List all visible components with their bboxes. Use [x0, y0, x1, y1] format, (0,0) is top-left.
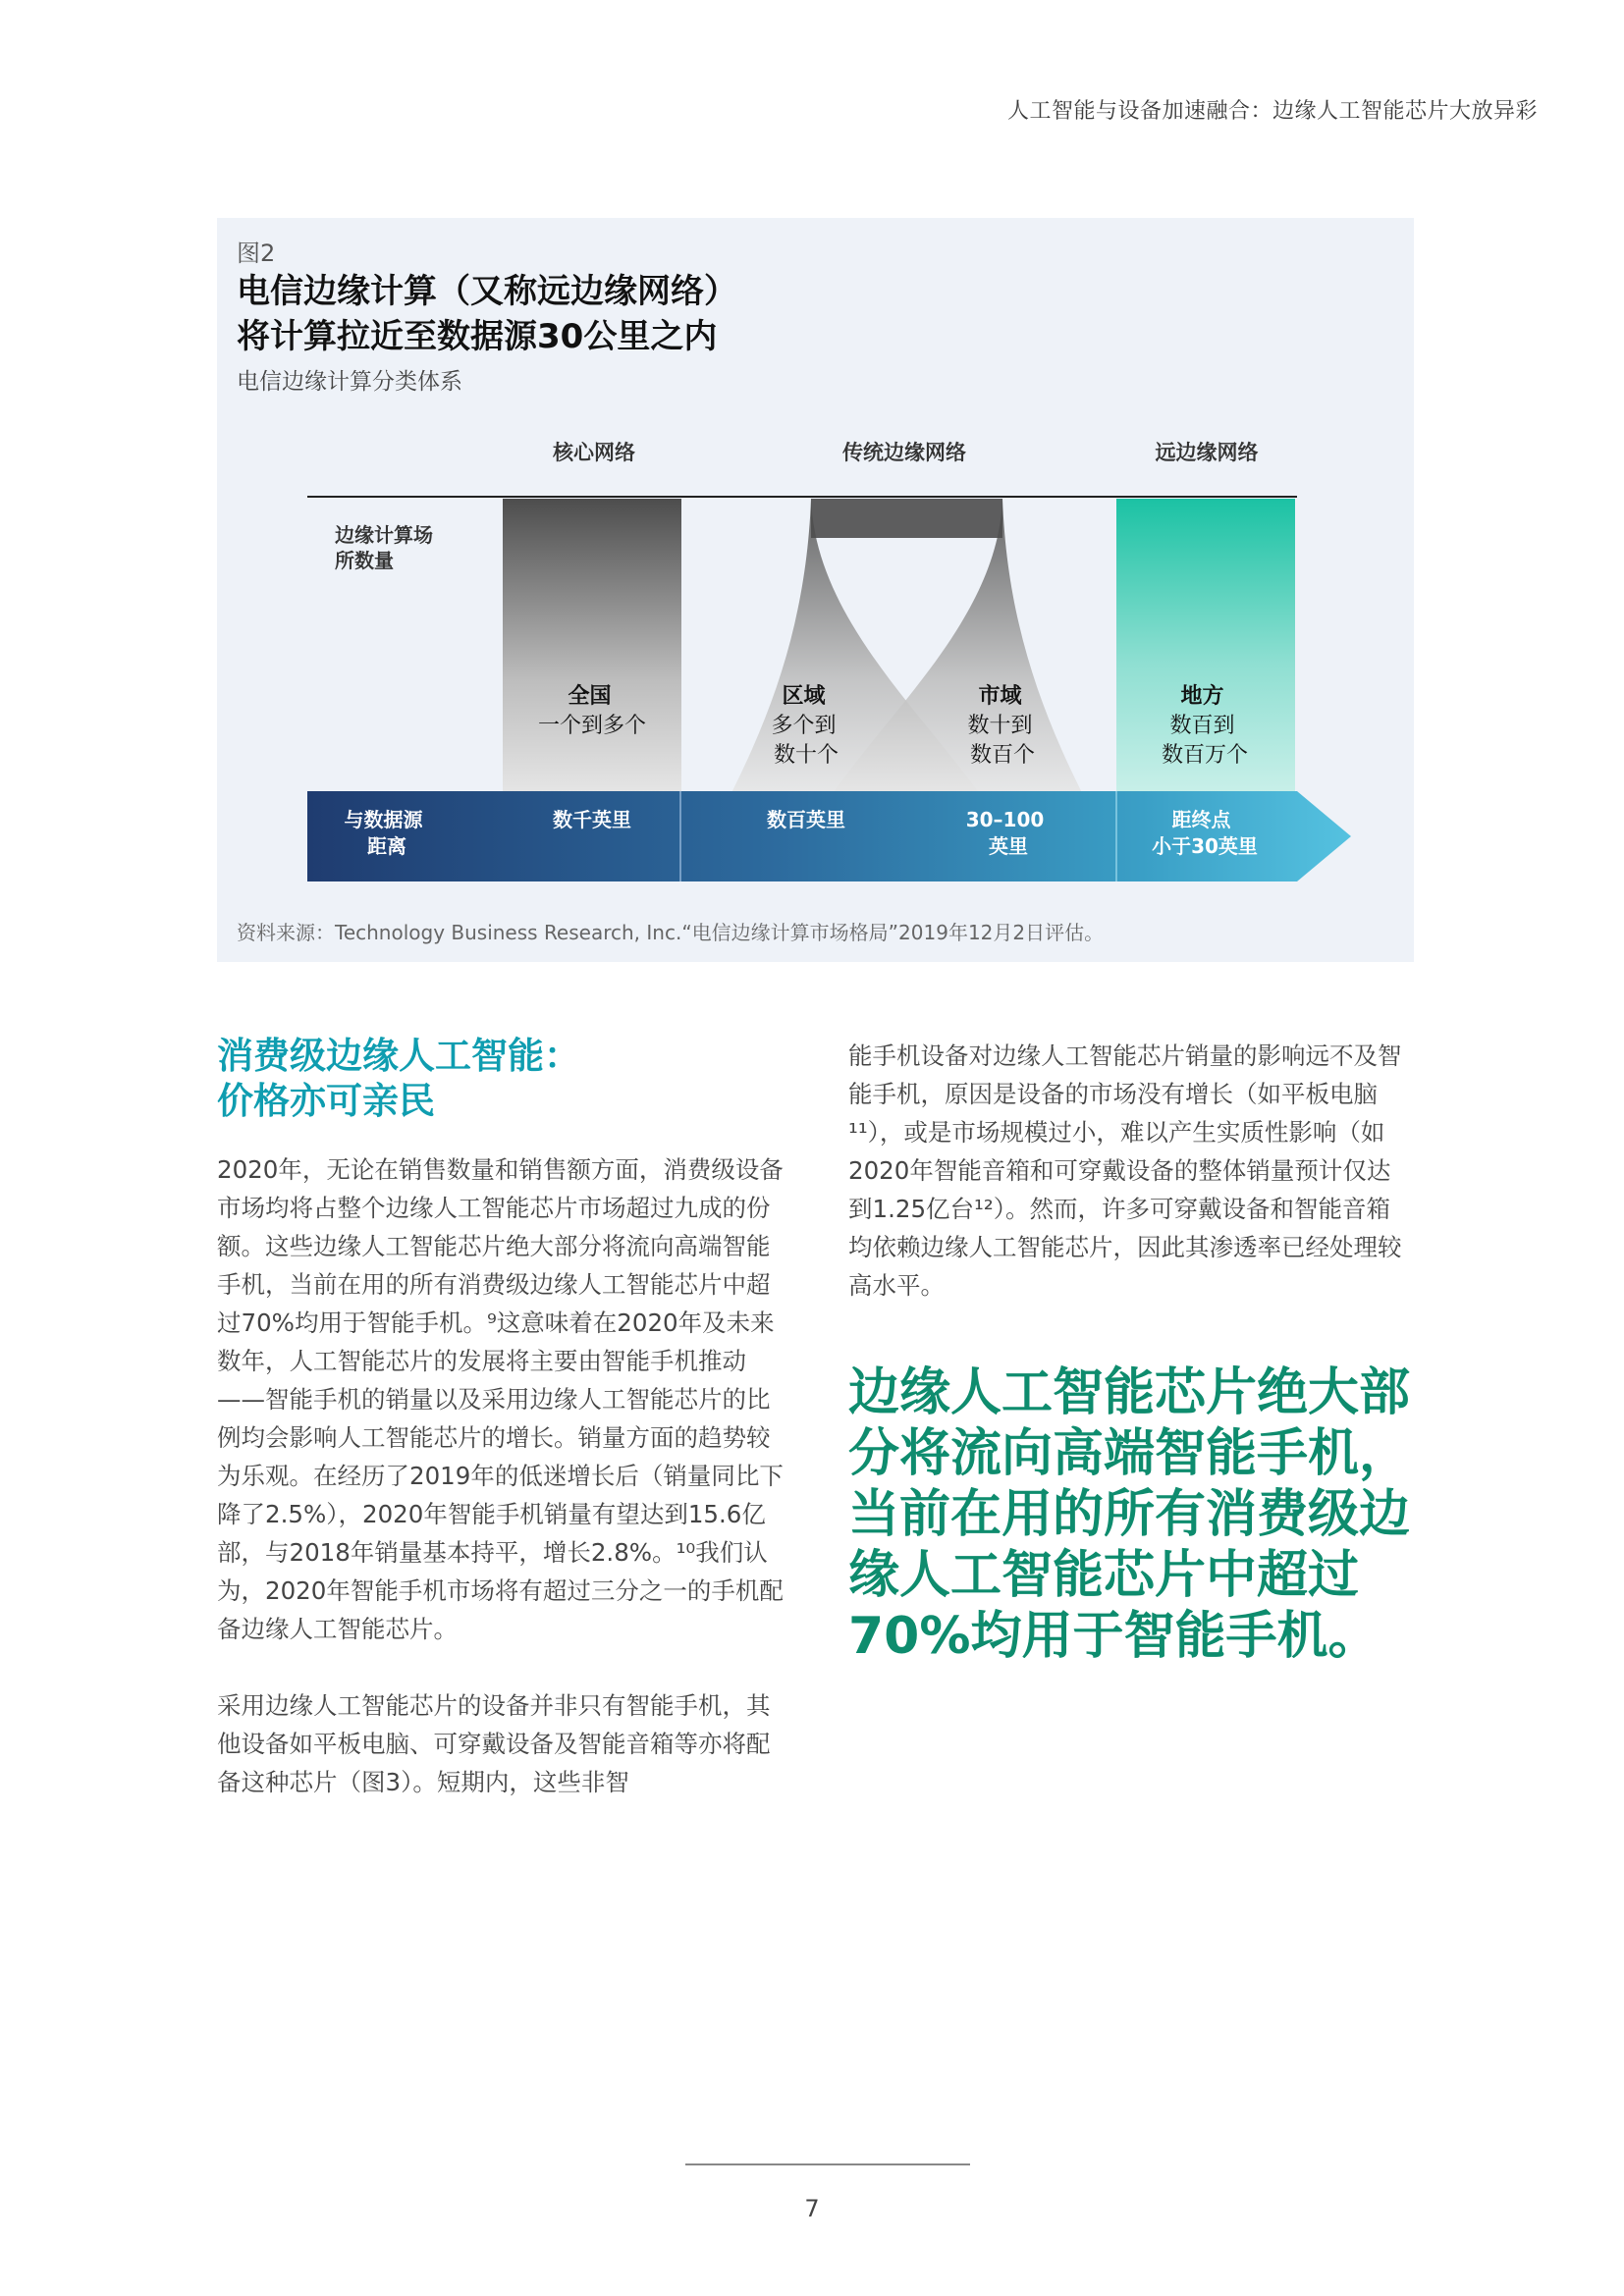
column-header-core: 核心网络 — [553, 441, 635, 464]
category-metro-count-2: 数百个 — [969, 743, 1036, 768]
distance-regional: 数百英里 — [767, 808, 845, 831]
column-header-traditional-edge: 传统边缘网络 — [842, 441, 966, 464]
far-edge-column — [1116, 499, 1295, 828]
category-local-name: 地方 — [1180, 684, 1224, 709]
row-label-distance-line-1: 与数据源 — [344, 808, 423, 831]
category-regional-name: 区域 — [782, 684, 826, 709]
left-paragraph-2: 采用边缘人工智能芯片的设备并非只有智能手机，其他设备如平板电脑、可穿戴设备及智能音箱等亦将配备这种芯片（图3）。短期内，这些非智 — [217, 1691, 771, 1796]
section-heading — [217, 1034, 580, 1124]
category-local-count-1: 数百到 — [1169, 714, 1235, 738]
pull-quote: 边缘人工智能芯片绝大部分将流向高端智能手机，当前在用的所有消费级边缘人工智能芯片中超过70%均用于智能手机。 — [848, 1363, 1411, 1666]
right-column — [848, 1037, 1413, 1305]
category-metro-name: 市域 — [978, 684, 1022, 709]
taxonomy-diagram — [217, 218, 1414, 905]
left-column — [217, 1150, 791, 1801]
row-label-sites-line-1: 边缘计算场 — [335, 523, 433, 547]
row-label-sites — [335, 523, 440, 572]
figure-2 — [217, 218, 1414, 962]
left-paragraph-1: 2020年，无论在销售数量和销售额方面，消费级设备市场均将占整个边缘人工智能芯片市场超过九成的份额。这些边缘人工智能芯片绝大部分将流向高端智能手机，当前在用的所有消费级边缘人工智能芯片中超过70%均用于智能手机。⁹这意味着在2020年及未来数年，人工智能芯片的发展将主要由智能手机推动——智能手机的销量以及采用边缘人工智能芯片的比例均会影响人工智能芯片的增长。销量方面的趋势较为乐观。在经历了2019年的低迷增长后（销量同比下降了2.5%），2020年智能手机销量有望达到15.6亿部，与2018年销量基本持平，增长2.8%。¹⁰我们认为，2020年智能手机市场将有超过三分之一的手机配备边缘人工智能芯片。 — [217, 1155, 784, 1643]
core-network-column — [503, 499, 681, 828]
footer-rule — [685, 2163, 970, 2165]
category-national-count: 一个到多个 — [537, 714, 647, 738]
running-header: 人工智能与设备加速融合：边缘人工智能芯片大放异彩 — [1006, 99, 1538, 124]
traditional-edge-top-band — [811, 499, 1002, 538]
right-paragraph: 能手机设备对边缘人工智能芯片销量的影响远不及智能手机，原因是设备的市场没有增长（如平板电脑¹¹），或是市场规模过小，难以产生实质性影响（如2020年智能音箱和可穿戴设备的整体销量预计仅达到1.25亿台¹²）。然而，许多可穿戴设备和智能音箱均依赖边缘人工智能芯片，因此其渗透率已经处理较高水平。 — [848, 1041, 1402, 1300]
category-metro-count-1: 数十到 — [967, 714, 1033, 738]
row-label-sites-line-2: 所数量 — [335, 549, 394, 572]
distance-local-line-2: 小于30英里 — [1152, 834, 1258, 858]
row-label-distance-line-2: 距离 — [367, 834, 406, 858]
section-heading-line-2: 价格亦可亲民 — [217, 1080, 435, 1122]
distance-metro-line-2: 英里 — [989, 834, 1028, 858]
figure-label: 图2 — [237, 240, 276, 267]
distance-metro-line-1: 30–100 — [965, 808, 1045, 831]
category-national-name: 全国 — [568, 684, 612, 709]
category-local-count-2: 数百万个 — [1161, 743, 1249, 768]
distance-national: 数千英里 — [553, 808, 631, 831]
category-regional-count-1: 多个到 — [771, 714, 837, 738]
figure-title-line-2: 将计算拉近至数据源30公里之内 — [237, 317, 718, 356]
figure-source: 资料来源：Technology Business Research, Inc.“电信边缘计算市场格局”2019年12月2日评估。 — [237, 921, 1105, 944]
category-regional-count-2: 数十个 — [773, 743, 839, 768]
column-header-far-edge: 远边缘网络 — [1155, 441, 1259, 464]
figure-title-line-1: 电信边缘计算（又称远边缘网络） — [237, 272, 737, 311]
page-number: 7 — [804, 2195, 820, 2222]
section-heading-line-1: 消费级边缘人工智能： — [217, 1035, 580, 1077]
distance-local-line-1: 距终点 — [1171, 808, 1231, 831]
figure-subtitle: 电信边缘计算分类体系 — [237, 369, 462, 395]
